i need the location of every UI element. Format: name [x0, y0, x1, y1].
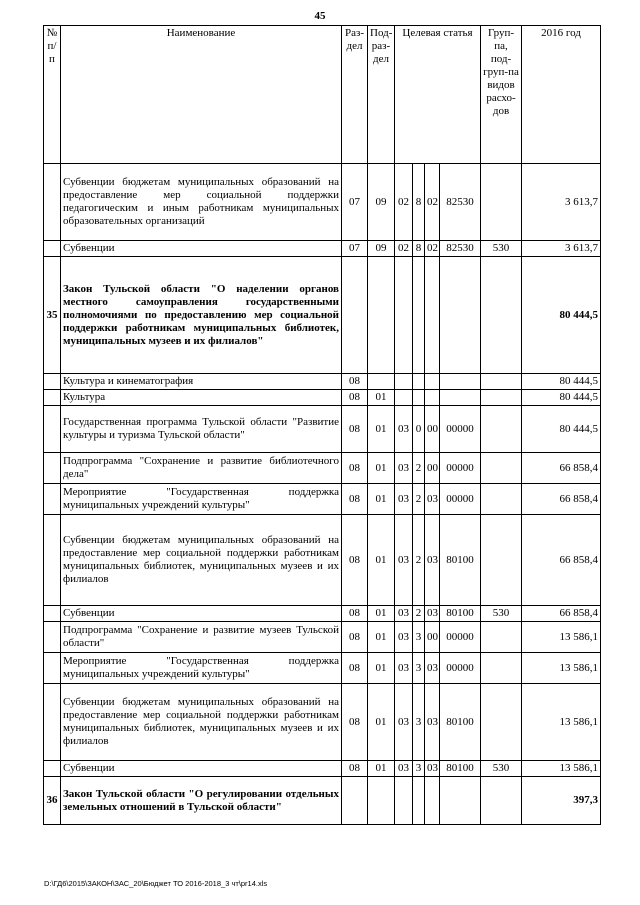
table-row	[44, 777, 601, 825]
header-year: 2016 год	[522, 26, 601, 164]
row-group	[481, 622, 522, 653]
row-target-program: 02	[395, 164, 413, 241]
row-target-event	[425, 374, 440, 390]
row-group	[481, 390, 522, 406]
row-target-subprogram: 2	[413, 515, 425, 606]
table-row	[44, 515, 601, 606]
row-name: Мероприятие "Государственная поддержка муниципальных учреждений культуры"	[61, 653, 342, 684]
row-target-subprogram	[413, 390, 425, 406]
row-num: 35	[44, 257, 61, 374]
row-target-subprogram: 3	[413, 653, 425, 684]
row-value: 3 613,7	[522, 164, 601, 241]
row-name: Субвенции	[61, 241, 342, 257]
row-value: 13 586,1	[522, 653, 601, 684]
row-target-event: 00	[425, 453, 440, 484]
row-name: Подпрограмма "Сохранение и развитие музеев Тульской области"	[61, 622, 342, 653]
header-target: Целевая статья	[395, 26, 481, 164]
row-target-program: 03	[395, 622, 413, 653]
row-name: Субвенции	[61, 606, 342, 622]
row-value: 13 586,1	[522, 761, 601, 777]
row-section: 08	[342, 606, 368, 622]
row-target-subprogram: 2	[413, 453, 425, 484]
row-target-direction: 00000	[440, 622, 481, 653]
table-row	[44, 390, 601, 406]
row-target-subprogram: 0	[413, 406, 425, 453]
row-group: 530	[481, 241, 522, 257]
row-value: 66 858,4	[522, 484, 601, 515]
row-num	[44, 606, 61, 622]
row-group	[481, 777, 522, 825]
row-section: 08	[342, 484, 368, 515]
row-num	[44, 622, 61, 653]
row-value: 13 586,1	[522, 622, 601, 653]
row-target-direction: 80100	[440, 515, 481, 606]
row-value: 80 444,5	[522, 390, 601, 406]
table-row	[44, 622, 601, 653]
table-row	[44, 453, 601, 484]
row-value: 13 586,1	[522, 684, 601, 761]
row-subsection: 09	[368, 164, 395, 241]
row-target-program: 03	[395, 653, 413, 684]
row-subsection	[368, 777, 395, 825]
row-target-event: 02	[425, 241, 440, 257]
row-group	[481, 684, 522, 761]
row-target-subprogram	[413, 257, 425, 374]
row-target-subprogram: 3	[413, 622, 425, 653]
row-target-direction	[440, 257, 481, 374]
row-value: 66 858,4	[522, 515, 601, 606]
row-target-direction	[440, 777, 481, 825]
row-subsection: 01	[368, 761, 395, 777]
row-group	[481, 374, 522, 390]
row-group	[481, 257, 522, 374]
row-target-subprogram: 8	[413, 164, 425, 241]
header-num: № п/п	[44, 26, 61, 164]
row-name: Государственная программа Тульской области "Развитие культуры и туризма Тульской области"	[61, 406, 342, 453]
row-target-subprogram: 3	[413, 761, 425, 777]
row-value: 80 444,5	[522, 406, 601, 453]
row-target-program	[395, 374, 413, 390]
row-section: 08	[342, 622, 368, 653]
row-name: Закон Тульской области "О регулировании отдельных земельных отношений в Тульской области"	[61, 777, 342, 825]
table-row	[44, 257, 601, 374]
row-section: 08	[342, 390, 368, 406]
row-target-direction: 00000	[440, 406, 481, 453]
row-target-subprogram: 2	[413, 484, 425, 515]
row-subsection: 01	[368, 653, 395, 684]
row-target-direction: 82530	[440, 164, 481, 241]
row-num	[44, 406, 61, 453]
row-target-program: 03	[395, 484, 413, 515]
row-value: 66 858,4	[522, 453, 601, 484]
table-body	[44, 164, 601, 825]
table-row	[44, 241, 601, 257]
row-group	[481, 515, 522, 606]
row-subsection: 01	[368, 484, 395, 515]
row-subsection: 01	[368, 453, 395, 484]
budget-table	[43, 25, 601, 825]
row-num	[44, 761, 61, 777]
row-num	[44, 164, 61, 241]
row-name: Субвенции бюджетам муниципальных образований на предоставление мер социальной поддержки педагогическим и иным работникам муниципальных образовательных организаций	[61, 164, 342, 241]
row-target-event: 03	[425, 684, 440, 761]
row-target-event: 03	[425, 606, 440, 622]
row-group	[481, 484, 522, 515]
row-target-event	[425, 777, 440, 825]
row-num	[44, 484, 61, 515]
row-target-program: 03	[395, 515, 413, 606]
row-target-event: 03	[425, 653, 440, 684]
row-section: 07	[342, 164, 368, 241]
row-name: Закон Тульской области "О наделении органов местного самоуправления государственными полномочиями по предоставлению мер социальной поддержки работникам муниципальных библиотек, муниципальных музеев и их филиалов"	[61, 257, 342, 374]
header-name: Наименование	[61, 26, 342, 164]
row-name: Культура	[61, 390, 342, 406]
row-group: 530	[481, 606, 522, 622]
row-group: 530	[481, 761, 522, 777]
row-group	[481, 164, 522, 241]
row-value: 66 858,4	[522, 606, 601, 622]
row-target-event: 02	[425, 164, 440, 241]
row-target-direction	[440, 390, 481, 406]
row-subsection: 01	[368, 622, 395, 653]
row-target-direction	[440, 374, 481, 390]
row-section: 08	[342, 453, 368, 484]
row-section: 08	[342, 515, 368, 606]
row-target-direction: 00000	[440, 653, 481, 684]
row-target-subprogram: 8	[413, 241, 425, 257]
row-section	[342, 257, 368, 374]
row-target-event	[425, 390, 440, 406]
row-target-program: 03	[395, 606, 413, 622]
row-subsection: 01	[368, 390, 395, 406]
table-row	[44, 406, 601, 453]
row-target-event: 03	[425, 761, 440, 777]
row-num	[44, 684, 61, 761]
row-name: Мероприятие "Государственная поддержка муниципальных учреждений культуры"	[61, 484, 342, 515]
row-name: Субвенции бюджетам муниципальных образований на предоставление мер социальной поддержки работникам муниципальных библиотек, муниципальных музеев и их филиалов	[61, 684, 342, 761]
row-section: 08	[342, 374, 368, 390]
table-row	[44, 684, 601, 761]
row-section: 08	[342, 684, 368, 761]
row-target-event: 00	[425, 406, 440, 453]
row-num	[44, 241, 61, 257]
row-name: Субвенции бюджетам муниципальных образований на предоставление мер социальной поддержки работникам муниципальных библиотек, муниципальных музеев и их филиалов	[61, 515, 342, 606]
row-section: 08	[342, 761, 368, 777]
table-row	[44, 653, 601, 684]
header-section: Раз-дел	[342, 26, 368, 164]
row-section: 07	[342, 241, 368, 257]
row-group	[481, 453, 522, 484]
row-num	[44, 515, 61, 606]
row-name: Субвенции	[61, 761, 342, 777]
row-target-direction: 82530	[440, 241, 481, 257]
row-num: 36	[44, 777, 61, 825]
row-value: 80 444,5	[522, 374, 601, 390]
page-number: 45	[314, 10, 326, 22]
row-subsection: 09	[368, 241, 395, 257]
row-target-subprogram: 3	[413, 684, 425, 761]
row-num	[44, 653, 61, 684]
row-target-event	[425, 257, 440, 374]
row-target-direction: 80100	[440, 684, 481, 761]
row-name: Культура и кинематография	[61, 374, 342, 390]
row-target-program: 03	[395, 406, 413, 453]
row-subsection: 01	[368, 684, 395, 761]
row-num	[44, 453, 61, 484]
row-target-program	[395, 390, 413, 406]
row-target-event: 00	[425, 622, 440, 653]
row-num	[44, 374, 61, 390]
header-group: Груп-па, под-груп-па видов расхо-дов	[481, 26, 522, 164]
row-value: 397,3	[522, 777, 601, 825]
row-value: 80 444,5	[522, 257, 601, 374]
row-target-direction: 80100	[440, 761, 481, 777]
row-name: Подпрограмма "Сохранение и развитие библиотечного дела"	[61, 453, 342, 484]
row-target-program: 02	[395, 241, 413, 257]
table-row	[44, 374, 601, 390]
row-target-subprogram: 2	[413, 606, 425, 622]
row-target-direction: 00000	[440, 453, 481, 484]
row-target-program: 03	[395, 684, 413, 761]
row-target-subprogram	[413, 374, 425, 390]
row-target-event: 03	[425, 515, 440, 606]
table-row	[44, 761, 601, 777]
row-target-program	[395, 777, 413, 825]
table-header-row	[44, 26, 601, 164]
row-target-subprogram	[413, 777, 425, 825]
row-target-direction: 00000	[440, 484, 481, 515]
row-section	[342, 777, 368, 825]
row-value: 3 613,7	[522, 241, 601, 257]
row-target-program	[395, 257, 413, 374]
header-subsection: Под-раз-дел	[368, 26, 395, 164]
row-section: 08	[342, 406, 368, 453]
row-target-direction: 80100	[440, 606, 481, 622]
row-subsection: 01	[368, 515, 395, 606]
row-subsection: 01	[368, 406, 395, 453]
row-target-program: 03	[395, 453, 413, 484]
row-subsection	[368, 257, 395, 374]
row-num	[44, 390, 61, 406]
row-section: 08	[342, 653, 368, 684]
file-path-footer: D:\ГД6\2015\ЗАКОН\ЗАС_20\Бюджет ТО 2016-2018_3 чт\pr14.xls	[44, 879, 268, 888]
row-target-program: 03	[395, 761, 413, 777]
row-subsection: 01	[368, 606, 395, 622]
row-subsection	[368, 374, 395, 390]
table-row	[44, 484, 601, 515]
row-group	[481, 406, 522, 453]
row-group	[481, 653, 522, 684]
row-target-event: 03	[425, 484, 440, 515]
table-row	[44, 164, 601, 241]
table-row	[44, 606, 601, 622]
